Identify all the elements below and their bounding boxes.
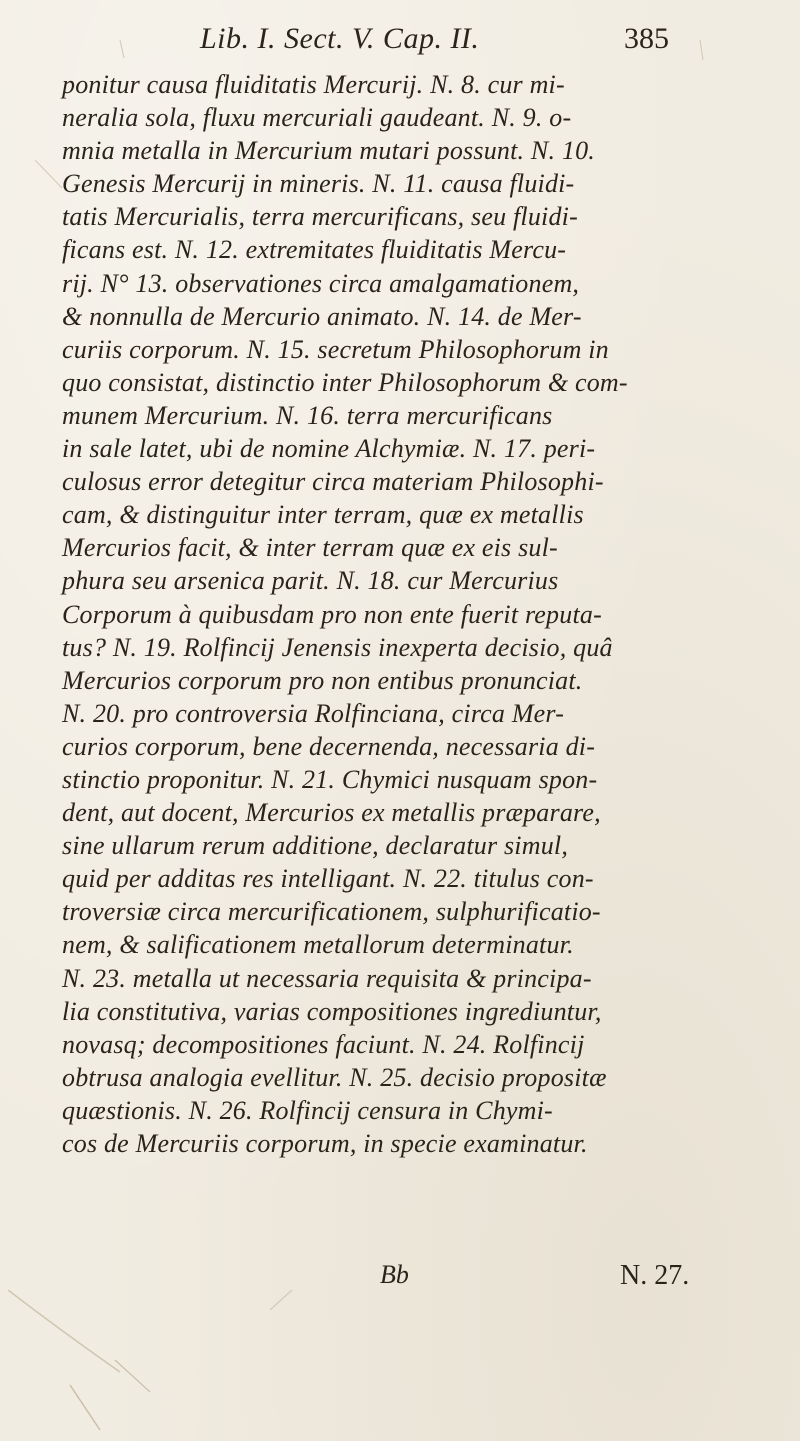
text-line: obtrusa analogia evellitur. N. 25. decisio propositæ	[62, 1062, 607, 1092]
text-line: Genesis Mercurij in mineris. N. 11. causa fluidi-	[62, 169, 575, 199]
text-line: tatis Mercurialis, terra mercurificans, seu fluidi-	[62, 202, 578, 232]
text-line: cam, & distinguitur inter terram, quæ ex metallis	[62, 500, 584, 530]
text-line: & nonnulla de Mercurio animato. N. 14. de Mer-	[62, 301, 582, 331]
text-line: sine ullarum rerum additione, declaratur simul,	[62, 831, 569, 861]
running-head	[0, 22, 800, 62]
text-line: munem Mercurium. N. 16. terra mercurificans	[62, 400, 553, 430]
text-line: mnia metalla in Mercurium mutari possunt. N. 10.	[62, 136, 595, 166]
text-line: quid per additas res intelligant. N. 22. titulus con-	[62, 864, 594, 894]
text-line: Corporum à quibusdam pro non ente fuerit reputa-	[62, 599, 602, 629]
text-line: Mercurios corporum pro non entibus pronunciat.	[62, 665, 583, 695]
text-line: quæstionis. N. 26. Rolfincij censura in Chymi-	[62, 1095, 553, 1125]
text-line: tus? N. 19. Rolfincij Jenensis inexperta decisio, quâ	[62, 632, 613, 662]
text-line: culosus error detegitur circa materiam Philosophi-	[62, 467, 604, 497]
text-line: phura seu arsenica parit. N. 18. cur Mercurius	[62, 566, 559, 596]
text-line: dent, aut docent, Mercurios ex metallis præparare,	[62, 798, 601, 828]
text-line: ponitur causa fluiditatis Mercurij. N. 8. cur mi-	[62, 70, 565, 99]
text-line: novasq; decompositiones faciunt. N. 24. Rolfincij	[62, 1029, 585, 1059]
page-number: 385	[624, 22, 669, 55]
text-line: ficans est. N. 12. extremitates fluiditatis Mercu-	[62, 235, 567, 265]
text-line: neralia sola, fluxu mercuriali gaudeant. N. 9. o-	[62, 103, 572, 133]
text-line: rij. N° 13. observationes circa amalgamationem,	[62, 268, 580, 298]
text-line: stinctio proponitur. N. 21. Chymici nusquam spon-	[62, 764, 598, 794]
text-line: curios corporum, bene decernenda, necessaria di-	[62, 731, 596, 761]
text-line: troversiæ circa mercurificationem, sulphurificatio-	[62, 897, 601, 927]
text-line: curiis corporum. N. 15. secretum Philosophorum in	[62, 334, 609, 364]
signature-mark: Bb	[380, 1260, 409, 1289]
text-line: Mercurios facit, & inter terram quæ ex eis sul-	[62, 533, 558, 563]
body-text	[62, 68, 742, 1160]
text-line: N. 20. pro controversia Rolfinciana, circa Mer-	[62, 698, 565, 728]
text-line: cos de Mercuriis corporum, in specie examinatur.	[62, 1129, 588, 1158]
text-line: lia constitutiva, varias compositiones ingrediuntur,	[62, 996, 602, 1026]
catchword: N. 27.	[620, 1260, 690, 1291]
text-line: N. 23. metalla ut necessaria requisita & principa-	[62, 963, 592, 993]
page-footer	[0, 1260, 800, 1300]
text-line: nem, & salificationem metallorum determinatur.	[62, 930, 574, 960]
running-title: Lib. I. Sect. V. Cap. II.	[200, 22, 480, 55]
text-line: quo consistat, distinctio inter Philosophorum & com-	[62, 367, 628, 397]
text-line: in sale latet, ubi de nomine Alchymiæ. N. 17. peri-	[62, 434, 596, 464]
